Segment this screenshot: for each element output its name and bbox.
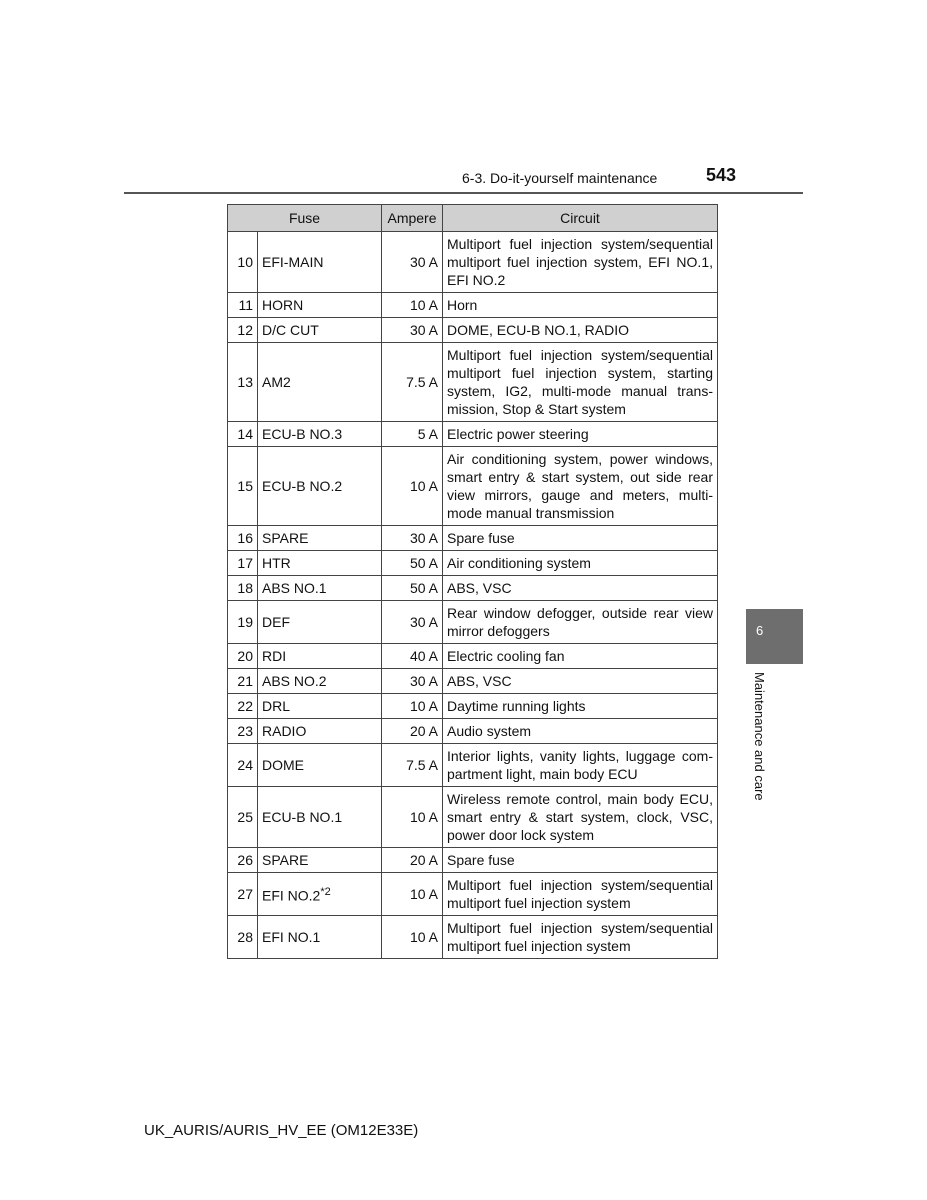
- ampere-cell: [382, 744, 443, 787]
- ampere-cell: [382, 787, 443, 848]
- fuse-name-cell: [258, 719, 382, 744]
- ampere-cell-text: 10 A: [409, 297, 438, 313]
- fuse-name-cell-text: EFI NO.2: [262, 887, 321, 904]
- fuse-name-cell-text: HTR: [262, 555, 291, 571]
- fuse-name-cell: [258, 744, 382, 787]
- table-row: [228, 601, 718, 644]
- circuit-cell-text: Rear window defogger, outside rear view mirror defoggers: [447, 605, 713, 639]
- circuit-cell-text: Multiport fuel injection system/sequential multiport fuel injection system: [447, 877, 713, 911]
- fuse-name-cell: [258, 873, 382, 916]
- circuit-cell-text: ABS, VSC: [447, 673, 512, 689]
- ampere-cell: [382, 293, 443, 318]
- fuse-name-cell: [258, 526, 382, 551]
- circuit-cell: [443, 318, 718, 343]
- fuse-number-cell: [228, 848, 258, 873]
- circuit-cell-text: Air conditioning system, power windows, smart entry & start system, out side rear view mirrors, gauge and meters, multi-mode manual transmission: [447, 451, 713, 521]
- ampere-cell: [382, 848, 443, 873]
- fuse-number-cell-text: 14: [237, 426, 253, 442]
- fuse-name-cell-text: EFI NO.1: [262, 929, 321, 945]
- table-row: [228, 422, 718, 447]
- fuse-name-cell-text: ABS NO.2: [262, 673, 327, 689]
- fuse-number-cell-text: 13: [237, 374, 253, 390]
- fuse-number-cell-text: 12: [237, 322, 253, 338]
- ampere-cell-text: 30 A: [409, 530, 438, 546]
- fuse-number-cell: [228, 232, 258, 293]
- fuse-number-cell-text: 10: [237, 254, 253, 270]
- circuit-cell-text: Daytime running lights: [447, 698, 586, 714]
- fuse-number-cell: [228, 293, 258, 318]
- column-header-fuse: Fuse: [228, 205, 382, 232]
- ampere-cell: [382, 694, 443, 719]
- fuse-name-cell-text: EFI-MAIN: [262, 254, 324, 270]
- ampere-cell-text: 20 A: [409, 723, 438, 739]
- table-row: [228, 576, 718, 601]
- fuse-name-cell-text: D/C CUT: [262, 322, 319, 338]
- fuse-number-cell-text: 24: [237, 757, 253, 773]
- ampere-cell-text: 30 A: [409, 614, 438, 630]
- circuit-cell: [443, 694, 718, 719]
- ampere-cell-text: 50 A: [409, 555, 438, 571]
- circuit-cell: [443, 916, 718, 959]
- fuse-name-cell: [258, 694, 382, 719]
- fuse-name-cell-text: ECU-B NO.2: [262, 478, 343, 494]
- circuit-cell: [443, 873, 718, 916]
- ampere-cell-text: 5 A: [417, 426, 438, 442]
- table-row: [228, 447, 718, 526]
- ampere-cell: [382, 669, 443, 694]
- ampere-cell-text: 50 A: [409, 580, 438, 596]
- fuse-name-cell: [258, 447, 382, 526]
- circuit-cell-text: Multiport fuel injection system/sequential multiport fuel injection system, starting system, IG2, multi-mode manual transmission, Stop & Start system: [447, 347, 713, 417]
- ampere-cell: [382, 422, 443, 447]
- table-row: [228, 551, 718, 576]
- ampere-cell: [382, 343, 443, 422]
- fuse-number-cell: [228, 744, 258, 787]
- ampere-cell: [382, 644, 443, 669]
- ampere-cell: [382, 916, 443, 959]
- circuit-cell-text: Horn: [447, 297, 478, 313]
- chapter-tab-label: Maintenance and care: [752, 672, 767, 801]
- circuit-cell: [443, 787, 718, 848]
- circuit-cell: [443, 293, 718, 318]
- fuse-number-cell: [228, 576, 258, 601]
- circuit-cell: [443, 744, 718, 787]
- fuse-number-cell: [228, 551, 258, 576]
- ampere-cell: [382, 526, 443, 551]
- fuse-name-cell-text: DRL: [262, 698, 291, 714]
- fuse-number-cell-text: 23: [237, 723, 253, 739]
- circuit-cell: [443, 232, 718, 293]
- ampere-cell: [382, 576, 443, 601]
- ampere-cell-text: 10 A: [409, 698, 438, 714]
- table-row: [228, 232, 718, 293]
- fuse-name-cell: [258, 293, 382, 318]
- fuse-name-cell-text: ECU-B NO.1: [262, 809, 343, 825]
- column-header-ampere: Ampere: [382, 205, 443, 232]
- ampere-cell: [382, 719, 443, 744]
- fuse-name-cell-text: RADIO: [262, 723, 307, 739]
- fuse-number-cell: [228, 318, 258, 343]
- circuit-cell: [443, 669, 718, 694]
- table-header-row: [228, 205, 718, 232]
- fuse-name-cell: [258, 551, 382, 576]
- fuse-number-cell-text: 17: [237, 555, 253, 571]
- fuse-number-cell: [228, 343, 258, 422]
- fuse-number-cell-text: 25: [237, 809, 253, 825]
- fuse-number-cell-text: 27: [237, 886, 253, 902]
- circuit-cell-text: Electric power steering: [447, 426, 589, 442]
- ampere-cell-text: 10 A: [409, 886, 438, 902]
- table-row: [228, 719, 718, 744]
- ampere-cell-text: 10 A: [409, 929, 438, 945]
- circuit-cell: [443, 551, 718, 576]
- fuse-number-cell-text: 18: [237, 580, 253, 596]
- table-row: [228, 669, 718, 694]
- circuit-cell: [443, 576, 718, 601]
- fuse-number-cell: [228, 422, 258, 447]
- fuse-name-cell: [258, 601, 382, 644]
- fuse-number-cell: [228, 694, 258, 719]
- fuse-number-cell: [228, 787, 258, 848]
- page-number: 543: [706, 165, 737, 185]
- circuit-cell: [443, 343, 718, 422]
- chapter-tab-number: 6: [756, 623, 764, 638]
- fuse-number-cell-text: 22: [237, 698, 253, 714]
- fuse-number-cell: [228, 644, 258, 669]
- ampere-cell-text: 10 A: [409, 809, 438, 825]
- ampere-cell: [382, 873, 443, 916]
- fuse-name-cell-text: ECU-B NO.3: [262, 426, 343, 442]
- fuse-name-cell-text: AM2: [262, 374, 291, 390]
- circuit-cell: [443, 601, 718, 644]
- ampere-cell: [382, 232, 443, 293]
- fuse-number-cell: [228, 669, 258, 694]
- table-row: [228, 694, 718, 719]
- circuit-cell-text: Audio system: [447, 723, 532, 739]
- fuse-name-cell: [258, 576, 382, 601]
- fuse-table: [227, 204, 718, 959]
- fuse-number-cell-text: 20: [237, 648, 253, 664]
- circuit-cell: [443, 447, 718, 526]
- ampere-cell-text: 10 A: [409, 478, 438, 494]
- circuit-cell-text: DOME, ECU-B NO.1, RADIO: [447, 322, 630, 338]
- table-row: [228, 873, 718, 916]
- table-row: [228, 343, 718, 422]
- fuse-name-cell-text: DEF: [262, 614, 290, 630]
- fuse-name-cell-text: SPARE: [262, 852, 309, 868]
- fuse-name-cell-text: RDI: [262, 648, 287, 664]
- ampere-cell: [382, 551, 443, 576]
- circuit-cell: [443, 848, 718, 873]
- circuit-cell-text: Multiport fuel injection system/sequential multiport fuel injection system, EFI NO.1, EFI NO.2: [447, 236, 713, 288]
- table-row: [228, 916, 718, 959]
- fuse-name-cell-text: HORN: [262, 297, 304, 313]
- fuse-number-cell-text: 11: [238, 297, 253, 313]
- fuse-number-cell-text: 26: [237, 852, 253, 868]
- ampere-cell: [382, 447, 443, 526]
- ampere-cell: [382, 318, 443, 343]
- ampere-cell-text: 30 A: [409, 322, 438, 338]
- circuit-cell-text: Spare fuse: [447, 852, 515, 868]
- circuit-cell-text: Wireless remote control, main body ECU, smart entry & start system, clock, VSC, power door lock system: [447, 791, 713, 843]
- table-row: [228, 644, 718, 669]
- fuse-number-cell: [228, 719, 258, 744]
- fuse-name-cell: [258, 787, 382, 848]
- fuse-number-cell-text: 19: [237, 614, 253, 630]
- fuse-name-cell: [258, 343, 382, 422]
- fuse-name-cell-text: DOME: [262, 757, 304, 773]
- fuse-name-cell: [258, 644, 382, 669]
- fuse-number-cell-text: 15: [237, 478, 253, 494]
- fuse-name-cell-text: SPARE: [262, 530, 309, 546]
- table-row: [228, 848, 718, 873]
- fuse-number-cell: [228, 447, 258, 526]
- ampere-cell-text: 30 A: [409, 673, 438, 689]
- section-title: 6-3. Do-it-yourself maintenance: [462, 170, 658, 186]
- circuit-cell: [443, 526, 718, 551]
- circuit-cell-text: Electric cooling fan: [447, 648, 565, 664]
- footnote-mark: *2: [320, 886, 331, 899]
- circuit-cell: [443, 422, 718, 447]
- ampere-cell: [382, 601, 443, 644]
- fuse-name-cell: [258, 669, 382, 694]
- fuse-name-cell: [258, 232, 382, 293]
- fuse-number-cell: [228, 526, 258, 551]
- circuit-cell: [443, 644, 718, 669]
- fuse-name-cell: [258, 848, 382, 873]
- fuse-name-cell: [258, 318, 382, 343]
- ampere-cell-text: 20 A: [409, 852, 438, 868]
- circuit-cell-text: ABS, VSC: [447, 580, 512, 596]
- table-row: [228, 744, 718, 787]
- header-rule: [124, 192, 803, 194]
- circuit-cell-text: Multiport fuel injection system/sequential multiport fuel injection system: [447, 920, 713, 954]
- circuit-cell: [443, 719, 718, 744]
- fuse-name-cell-text: ABS NO.1: [262, 580, 327, 596]
- ampere-cell-text: 30 A: [409, 254, 438, 270]
- circuit-cell-text: Spare fuse: [447, 530, 515, 546]
- fuse-name-cell: [258, 916, 382, 959]
- ampere-cell-text: 40 A: [409, 648, 438, 664]
- document-code: UK_AURIS/AURIS_HV_EE (OM12E33E): [144, 1122, 419, 1139]
- table-row: [228, 293, 718, 318]
- fuse-number-cell: [228, 601, 258, 644]
- circuit-cell-text: Air conditioning system: [447, 555, 591, 571]
- ampere-cell-text: 7.5 A: [406, 757, 438, 773]
- column-header-circuit: Circuit: [443, 205, 718, 232]
- circuit-cell-text: Interior lights, vanity lights, luggage compartment light, main body ECU: [447, 748, 713, 782]
- fuse-number-cell: [228, 873, 258, 916]
- fuse-number-cell-text: 28: [237, 929, 253, 945]
- chapter-tab[interactable]: [746, 609, 803, 664]
- table-row: [228, 318, 718, 343]
- fuse-number-cell-text: 16: [237, 530, 253, 546]
- table-row: [228, 526, 718, 551]
- fuse-name-cell: [258, 422, 382, 447]
- ampere-cell-text: 7.5 A: [406, 374, 438, 390]
- table-row: [228, 787, 718, 848]
- fuse-number-cell-text: 21: [237, 673, 253, 689]
- fuse-number-cell: [228, 916, 258, 959]
